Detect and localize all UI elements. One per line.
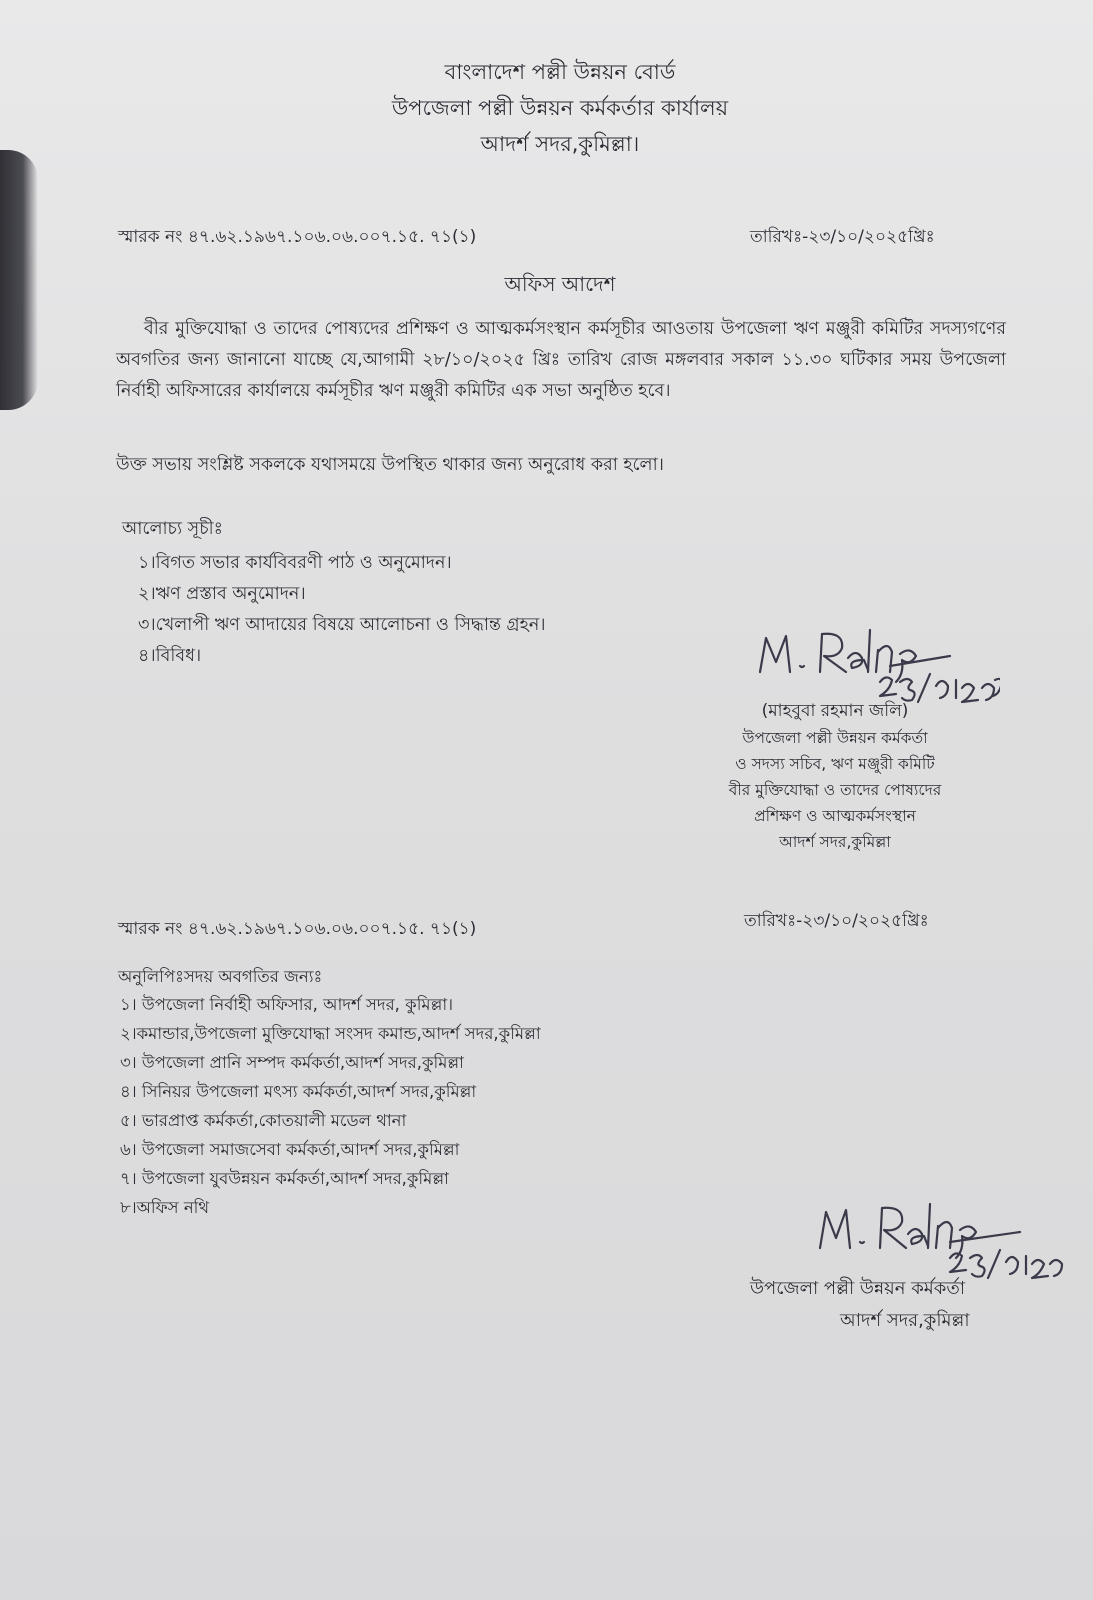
agenda-item-2: ২।ঋণ প্রস্তাব অনুমোদন। xyxy=(138,584,306,604)
signatory-line-5: আদর্শ সদর,কুমিল্লা xyxy=(779,833,891,851)
memo-number-top: স্মারক নং ৪৭.৬২.১৯৬৭.১০৬.০৬.০০৭.১৫. ৭১(১) xyxy=(118,227,477,247)
copy-item-3: ৩। উপজেলা প্রানি সম্পদ কর্মকর্তা,আদর্শ সদর,কুমিল্লা xyxy=(120,1053,464,1072)
copy-item-2: ২।কমান্ডার,উপজেলা মুক্তিযোদ্ধা সংসদ কমান্ড,আদর্শ সদর,কুমিল্লা xyxy=(120,1024,541,1043)
memo-date-top: তারিখঃ-২৩/১০/২০২৫খ্রিঃ xyxy=(750,227,935,247)
copy-item-4: ৪। সিনিয়র উপজেলা মৎস্য কর্মকর্তা,আদর্শ সদর,কুমিল্লা xyxy=(120,1082,477,1101)
copy-item-5: ৫। ভারপ্রাপ্ত কর্মকর্তা,কোতয়ালী মডেল থানা xyxy=(120,1111,407,1130)
copy-item-6: ৬। উপজেলা সমাজসেবা কর্মকর্তা,আদর্শ সদর,কুমিল্লা xyxy=(120,1140,460,1159)
signatory-line-2: ও সদস্য সচিব, ঋণ মঞ্জুরী কমিটি xyxy=(735,755,935,773)
signatory-name: (মাহবুবা রহমান জলি) xyxy=(761,701,909,721)
order-paragraph-1: বীর মুক্তিযোদ্ধা ও তাদের পোষ্যদের প্রশিক্ষণ ও আত্মকর্মসংস্থান কর্মসূচীর আওতায় উপজেলা ঋণ মঞ্জুরী কমিটির সদস্যগণের অবগতির জন্য জানানো যাচ্ছে যে,আগামী ২৮/১০/২০২৫ খ্রিঃ তারিখ রোজ মঙ্গলবার সকাল ১১.৩০ ঘটিকার সময় উপজেলা নির্বাহী অফিসারের কার্যালয়ে কর্মসূচীর ঋণ মঞ্জুরী কমিটির এক সভা অনুষ্ঠিত হবে। xyxy=(116,319,1006,401)
copy-item-7: ৭। উপজেলা যুবউন্নয়ন কর্মকর্তা,আদর্শ সদর,কুমিল্লা xyxy=(120,1169,449,1188)
office-order-title: অফিস আদেশ xyxy=(504,272,616,296)
memo-number-bottom: স্মারক নং ৪৭.৬২.১৯৬৭.১০৬.০৬.০০৭.১৫. ৭১(১) xyxy=(118,919,477,939)
copy-item-1: ১। উপজেলা নির্বাহী অফিসার, আদর্শ সদর, কুমিল্লা। xyxy=(120,995,454,1014)
photo-edge-shadow xyxy=(0,150,38,410)
signatory-line-1: উপজেলা পল্লী উন্নয়ন কর্মকর্তা xyxy=(742,729,928,747)
header-location: আদর্শ সদর,কুমিল্লা। xyxy=(480,132,640,156)
signature-2-location: আদর্শ সদর,কুমিল্লা xyxy=(840,1310,970,1331)
agenda-item-3: ৩।খেলাপী ঋণ আদায়ের বিষয়ে আলোচনা ও সিদ্ধান্ত গ্রহন। xyxy=(138,615,546,635)
header-org-name: বাংলাদেশ পল্লী উন্নয়ন বোর্ড xyxy=(444,60,676,84)
document-page xyxy=(50,30,1070,1580)
copies-heading: অনুলিপিঃসদয় অবগতির জন্যঃ xyxy=(118,967,323,986)
header-office-name: উপজেলা পল্লী উন্নয়ন কর্মকর্তার কার্যালয় xyxy=(391,96,729,120)
signature-2-title: উপজেলা পল্লী উন্নয়ন কর্মকর্তা xyxy=(750,1278,966,1299)
memo-date-bottom: তারিখঃ-২৩/১০/২০২৫খ্রিঃ xyxy=(744,911,929,931)
order-paragraph-2: উক্ত সভায় সংশ্লিষ্ট সকলকে যথাসময়ে উপস্থিত থাকার জন্য অনুরোধ করা হলো। xyxy=(116,455,664,475)
agenda-item-4: ৪।বিবিধ। xyxy=(138,646,202,666)
agenda-item-1: ১।বিগত সভার কার্যবিবরণী পাঠ ও অনুমোদন। xyxy=(138,553,452,573)
copy-item-8: ৮।অফিস নথি xyxy=(120,1198,210,1217)
signatory-line-3: বীর মুক্তিযোদ্ধা ও তাদের পোষ্যদের xyxy=(728,781,942,799)
agenda-heading: আলোচ্য সূচীঃ xyxy=(122,519,223,539)
signatory-line-4: প্রশিক্ষণ ও আত্মকর্মসংস্থান xyxy=(754,807,916,825)
